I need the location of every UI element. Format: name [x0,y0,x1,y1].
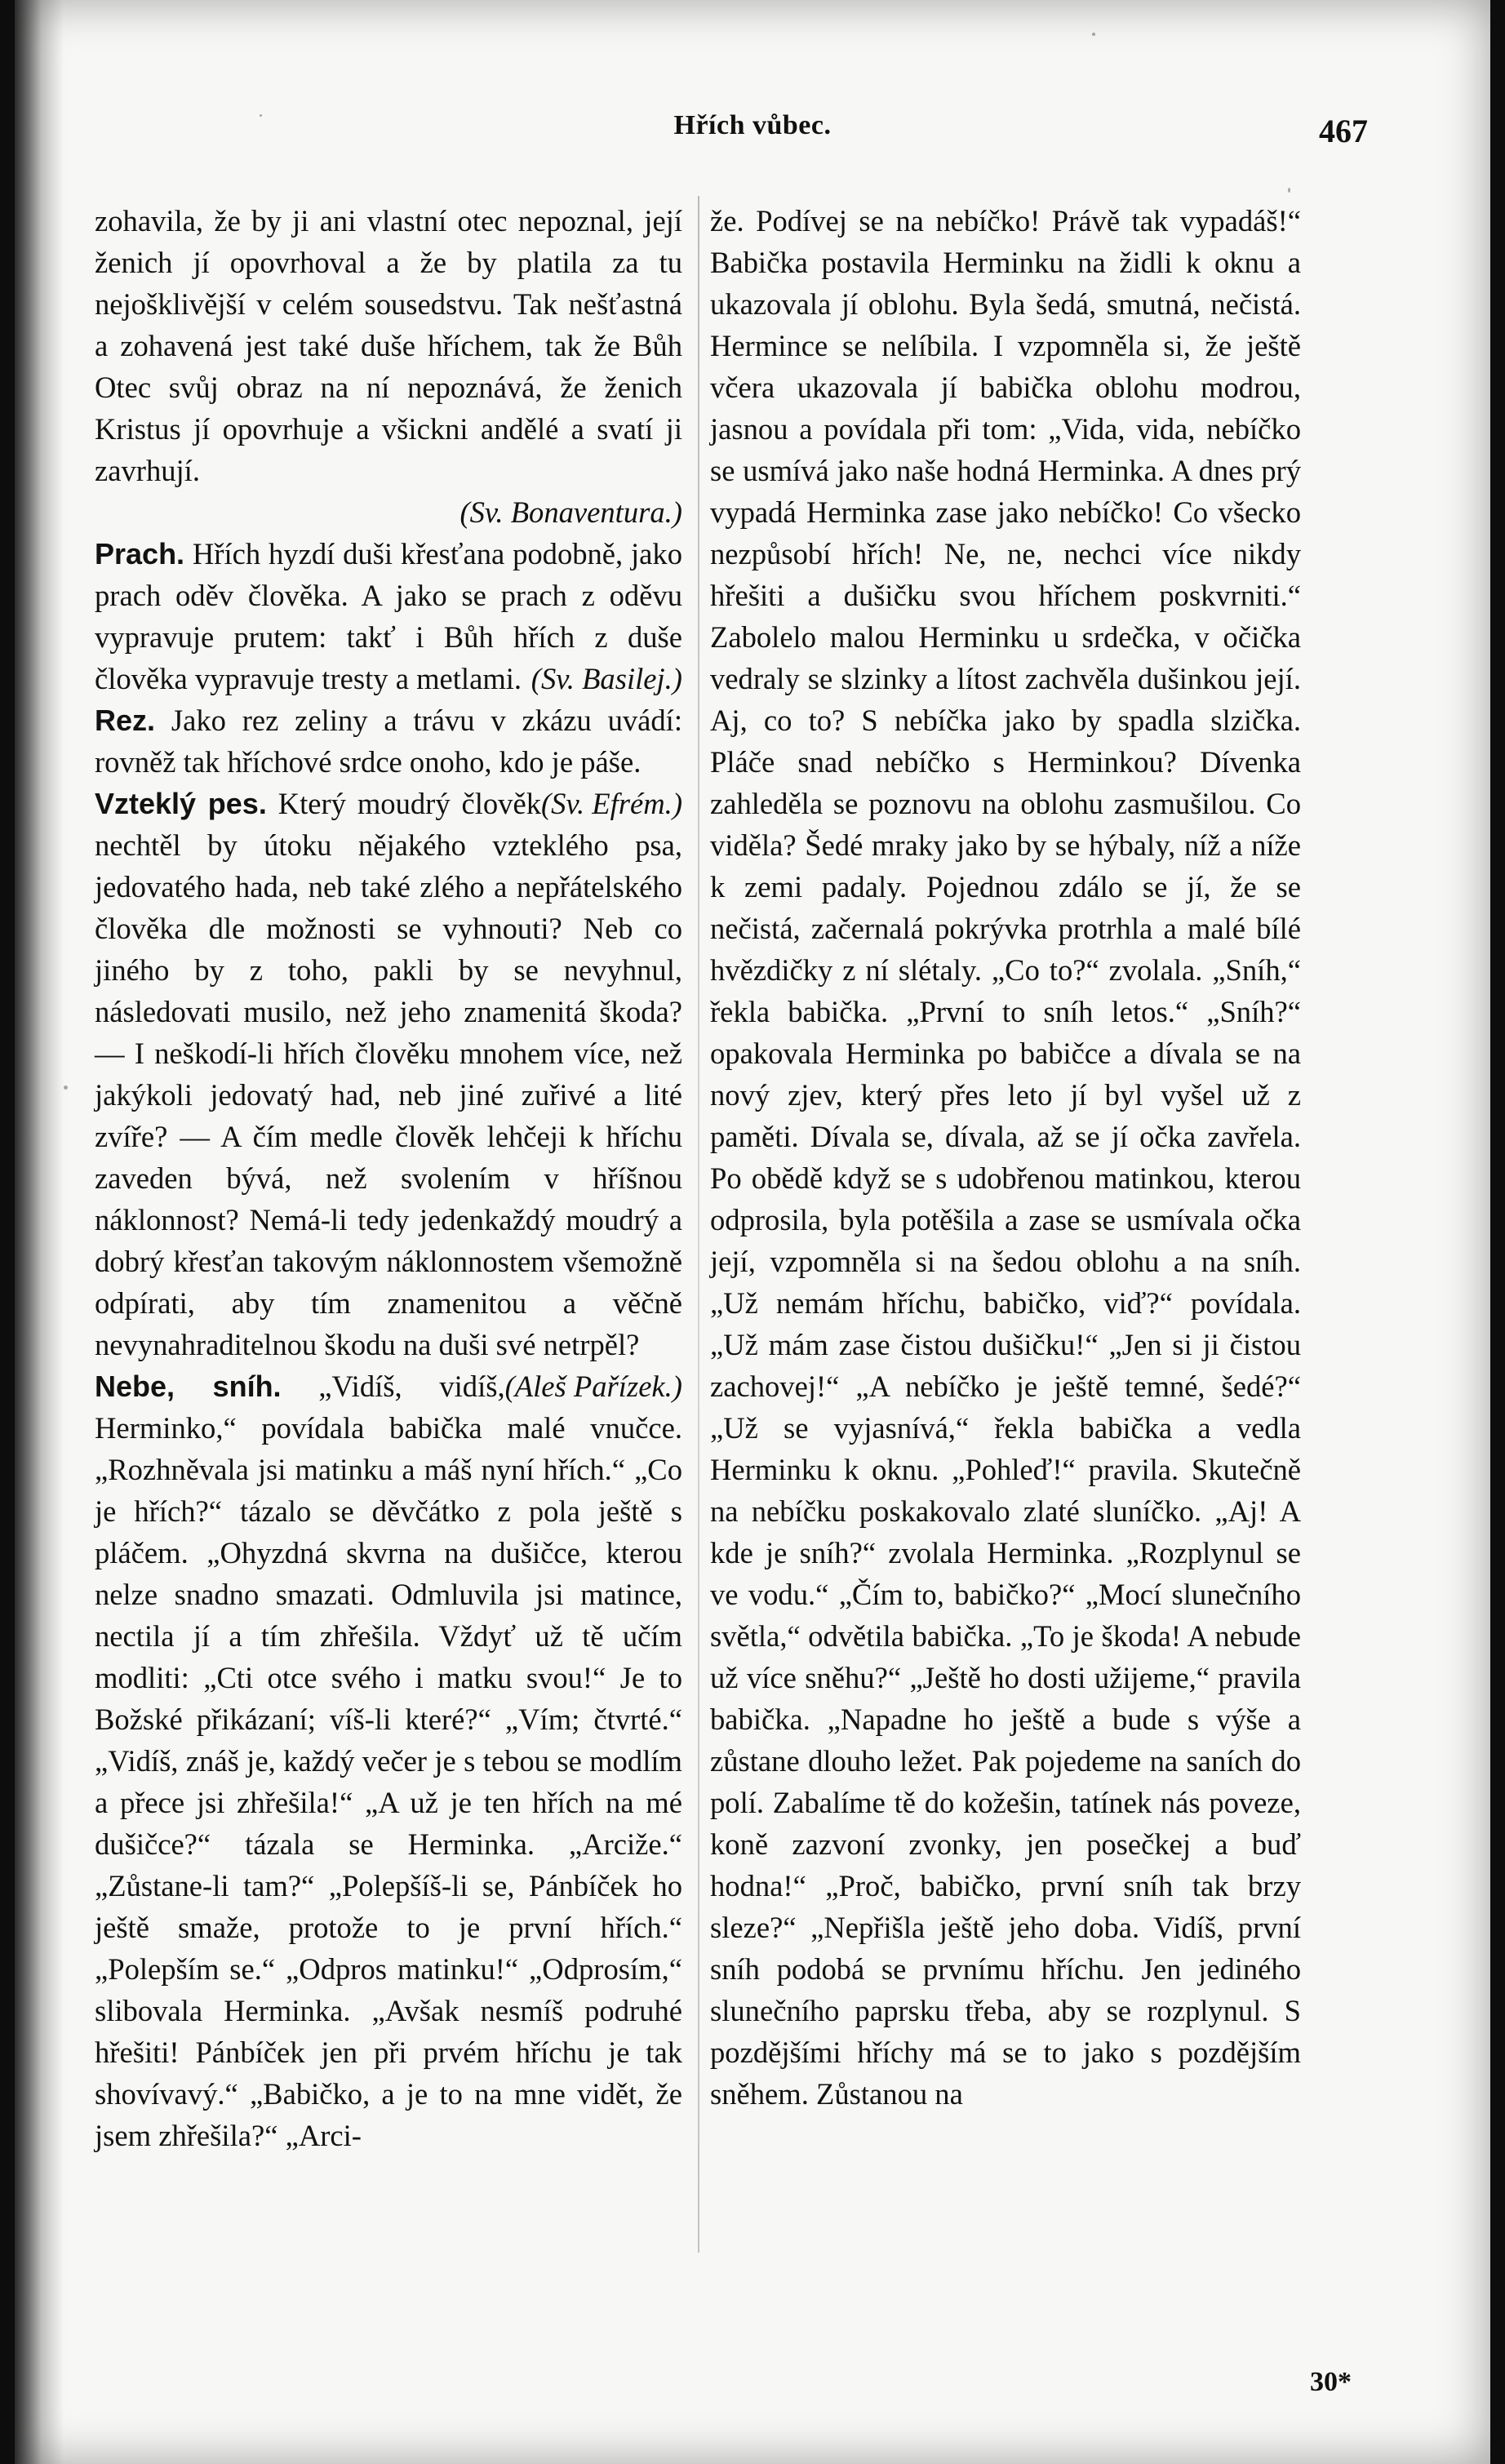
entry-heading: Prach. [95,537,185,570]
page-gutter-shadow [15,0,64,2464]
entry-source: (Aleš Pařízek.) [504,1370,682,1403]
page-number: 467 [1319,113,1368,149]
left-column [95,200,682,2289]
paper-speck [64,1085,68,1090]
column-divider [698,196,699,2253]
entry-source: (Sv. Efrém.) [541,787,682,820]
paper-speck [1092,33,1095,36]
right-column [710,200,1301,2289]
entry-nebe-snih [95,1365,682,2156]
running-title: Hřích vůbec. [673,110,832,140]
paper-speck [1288,188,1290,193]
entry-prach [95,533,682,699]
continuation-paragraph: že. Podívej se na nebíčko! Právě tak vypadáš!“ Babička postavila Herminku na židli k oknu a ukazovala jí oblohu. Byla šedá, smutná, nečistá. Hermince se nelíbila. I vzpomněla si, že ještě včera ukazovala jí babička oblohu modrou, jasnou a povídala při tom: „Vida, vida, nebíčko se usmívá jako naše hodná Herminka. A dnes prý vypadá Herminka zase jako nebíčko! Co všecko nezpůsobí hřích! Ne, ne, nechci více nikdy hřešiti a dušičku svou hříchem poskvrniti.“ Zabolelo malou Herminku u srdečka, v očička vedraly se slzinky a lítost zachvěla dušinkou její. Aj, co to? S nebíčka jako by spadla slzička. Pláče snad nebíčko s Herminkou? Dívenka zahleděla se poznovu na oblohu zasmušilou. Co viděla? Šedé mraky jako by se hýbaly, níž a níže k zemi padaly. Pojednou zdálo se jí, že se nečistá, začernalá pokrývka protrhla a malé bílé hvězdičky z ní slétaly. „Co to?“ zvolala. „Sníh,“ řekla babička. „První to sníh letos.“ „Sníh?“ opakovala Herminka po babičce a dívala se na nový zjev, který přes leto jí byl vyšel už z paměti. Dívala se, dívala, až se jí očka zavřela. Po obědě když se s udobřenou matinkou, kterou odprosila, byla potěšila a zase se usmívala očka její, vzpomněla si na šedou oblohu a na sníh. „Už nemám hříchu, babičko, viď?“ povídala. „Už mám zase čistou dušičku!“ „Jen si ji čistou zachovej!“ „A nebíčko je ještě temné, šedé?“ „Už se vyjasnívá,“ řekla babička a vedla Herminku k oknu. „Pohleď!“ pravila. Skutečně na nebíčku poskakovalo zlaté sluníčko. „Aj! A kde je sníh?“ zvolala Herminka. „Rozplynul se ve vodu.“ „Čím to, babičko?“ „Mocí slunečního světla,“ odvětila babička. „To je škoda! A nebude už více sněhu?“ „Ještě ho dosti užijeme,“ pravila babička. „Napadne ho ještě a bude s výše a zůstane dlouho ležet. Pak pojedeme na saních do polí. Zabalíme tě do kožešin, tatínek nás poveze, koně zazvoní zvonky, jen posečkej a buď hodna!“ „Proč, babičko, první sníh tak brzy sleze?“ „Nepřišla ještě jeho doba. Vidíš, první sníh podobá se prvnímu hříchu. Jen jediného slunečního paprsku třeba, aby se rozplynul. S pozdějšími hříchy má se to jako s pozdějším sněhem. Zůstanou na [710,204,1301,2111]
book-page [15,0,1490,2464]
entry-text: Jako rez zeliny a trávu v zkázu uvádí: rovněž tak hříchové srdce onoho, kdo je páše. [95,704,682,779]
entry-text: Hřích hyzdí duši křesťana podobně, jako prach oděv člověka. A jako se prach z oděvu vypravuje prutem: takť i Bůh hřích z duše člověka vypravuje tresty a metlami. [95,537,682,695]
intro-source: (Sv. Bonaventura.) [459,495,682,529]
running-header [15,110,1490,159]
entry-heading: Nebe, sníh. [95,1370,282,1403]
intro-paragraph: zohavila, že by ji ani vlastní otec nepoznal, její ženich jí opovrhoval a že by platila za tu nejošklivější v celém sousedstvu. Tak nešťastná a zohavená jest také duše hříchem, tak že Bůh Otec svůj obraz na ní nepoznává, že ženich Kristus jí opovrhuje a všickni andělé a svatí ji zavrhují. [95,204,682,487]
entry-heading: Rez. [95,704,156,737]
signature-mark: 30* [1310,2367,1352,2397]
entry-heading: Vzteklý pes. [95,787,267,820]
entry-text: „Vidíš, vidíš, Herminko,“ povídala babička malé vnučce. „Rozhněvala jsi matinku a máš nyní hřích.“ „Co je hřích?“ tázalo se děvčátko z pola ještě s pláčem. „Ohyzdná skvrna na dušičce, kterou nelze snadno smazati. Odmluvila jsi matince, nectila jí a tím zhřešila. Vždyť už tě učím modliti: „Cti otce svého i matku svou!“ Je to Božské přikázaní; víš-li které?“ „Vím; čtvrté.“ „Vidíš, znáš je, každý večer je s tebou se modlím a přece jsi zhřešila!“ „A už je ten hřích na mé dušičce?“ tázala se Herminka. „Arciže.“ „Zůstane-li tam?“ „Polepšíš-li se, Pánbíček ho ještě smaže, protože to je první hřích.“ „Polepším se.“ „Odpros matinku!“ „Odprosím,“ slibovala Herminka. „Avšak nesmíš podruhé hřešiti! Pánbíček jen při prvém hříchu je tak shovívavý.“ „Babičko, a je to na mne vidět, že jsem zhřešila?“ „Arci- [95,1370,682,2152]
entry-text: Který moudrý člověk nechtěl by útoku nějakého vzteklého psa, jedovatého hada, neb také zlého a nepřátelského člověka dle možnosti se vyhnouti? Neb co jiného by z toho, pakli by se nevyhnul, následovati musilo, než jeho znamenitá škoda? — I neškodí-li hřích člověku mnohem více, než jakýkoli jedovatý had, neb jiné zuřivé a lité zvíře? — A čím medle člověk lehčeji k hříchu zaveden bývá, než svolením v hříšnou náklonnost? Nemá-li tedy jedenkaždý moudrý a dobrý křesťan takovým náklonnostem všemožně odpírati, aby tím znamenitou a věčně nevynahraditelnou škodu na duši své netrpěl? [95,787,682,1361]
paper-speck [260,114,262,117]
entry-source: (Sv. Basilej.) [531,662,682,695]
